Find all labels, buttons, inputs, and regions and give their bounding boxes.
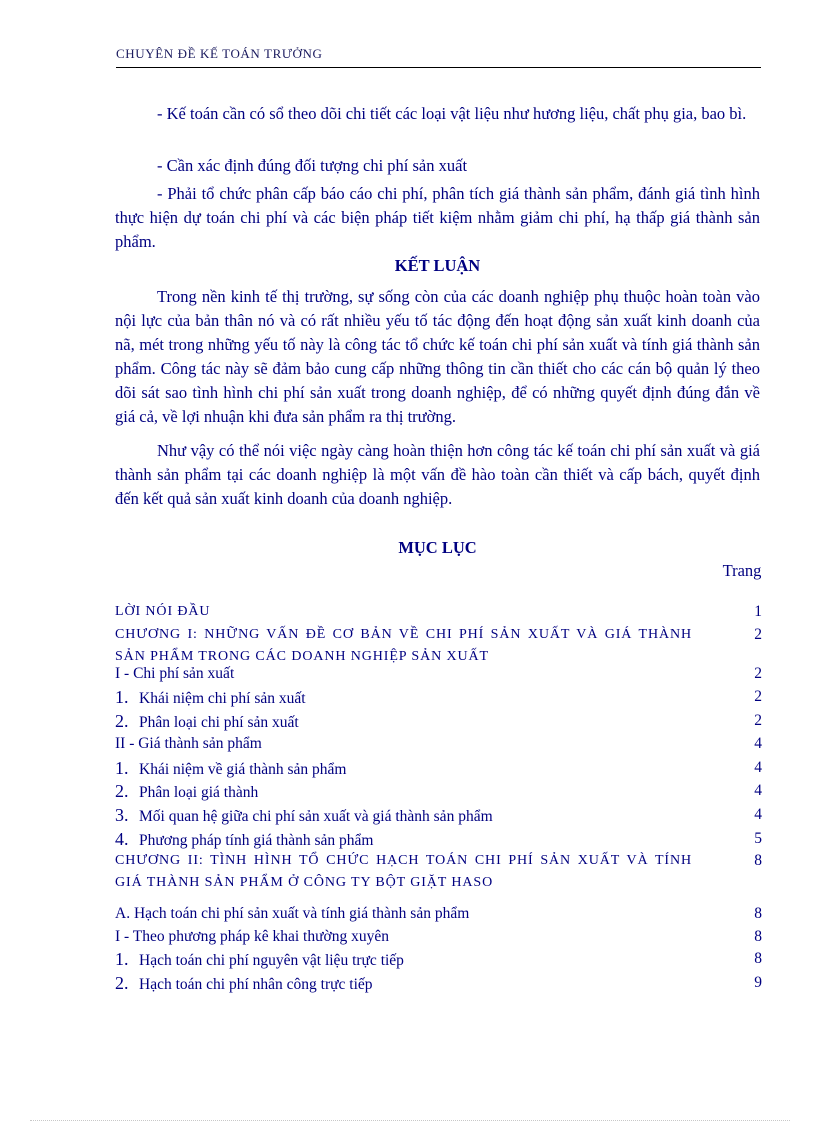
toc-entry[interactable] [115, 686, 762, 710]
toc-entry[interactable] [115, 926, 762, 948]
conclusion-paragraph-1: Trong nền kinh tế thị trường, sự sống còn của các doanh nghiệp phụ thuộc hoàn toàn vào nội lực của bản thân nó và có rất nhiều yếu tố tác động đến hoạt động sản xuất kinh doanh của nã, mét trong những yếu tố này là công tác tổ chức kế toán chi phí sản xuất và tính giá thành sản phẩm. Công tác này sẽ đảm bảo cung cấp những thông tin cần thiết cho các cán bộ quản lý theo dõi sát sao tình hình chi phí sản xuất trong doanh nghiệp, để có những quyết định đúng đắn về giá cả, về lợi nhuận khi đưa sản phẩm ra thị trường. [115, 287, 760, 426]
toc-entry-page: 5 [754, 830, 762, 847]
toc-entry-label: Khái niệm chi phí sản xuất [139, 690, 306, 707]
toc-entry-label: Hạch toán chi phí nhân công trực tiếp [139, 976, 373, 993]
toc-entry-label: Phân loại giá thành [139, 784, 259, 801]
toc-entry-page: 4 [754, 759, 762, 776]
toc-entry-label: Khái niệm về giá thành sản phẩm [139, 761, 347, 778]
toc-entry[interactable] [115, 733, 762, 755]
toc-entry-number: 2. [115, 711, 129, 731]
toc-entry-number: 2. [115, 781, 129, 801]
toc-entry-page: 4 [754, 735, 762, 752]
toc-entry-number: 4. [115, 829, 129, 849]
page-bottom-divider [30, 1120, 790, 1121]
toc-entry-number: 2. [115, 973, 129, 993]
toc-entry-page: 9 [754, 974, 762, 991]
conclusion-paragraph-2: Như vậy có thể nói việc ngày càng hoàn thiện hơn công tác kế toán chi phí sản xuất và giá thành sản phẩm tại các doanh nghiệp là một vấn đề hào toàn cần thiết và cấp bách, quyết định đến kết quả sản xuất kinh doanh của doanh nghiệp. [115, 441, 760, 508]
toc-entry-label: I - Theo phương pháp kê khai thường xuyên [115, 928, 389, 945]
toc-entry-number: 1. [115, 758, 129, 778]
toc-entry[interactable] [115, 850, 762, 894]
page-header: CHUYÊN ĐỀ KẾ TOÁN TRƯỞNG [116, 46, 323, 61]
toc-entry-number: 1. [115, 949, 129, 969]
toc-entry-page: 4 [754, 782, 762, 799]
intro-paragraph-2: - Cần xác định đúng đối tượng chi phí sản xuất [157, 156, 468, 175]
toc-entry[interactable] [115, 757, 762, 781]
toc-entry[interactable] [115, 828, 762, 852]
toc-entry-page: 8 [754, 905, 762, 922]
conclusion-title: KẾT LUẬN [394, 256, 481, 275]
toc-entry[interactable] [115, 804, 762, 828]
header-divider [116, 67, 761, 68]
toc-entry-page: 8 [754, 928, 762, 945]
intro-paragraph-3: - Phải tổ chức phân cấp báo cáo chi phí, phân tích giá thành sản phẩm, đánh giá tình hình thực hiện dự toán chi phí và các biện pháp tiết kiệm nhằm giảm chi phí, hạ thấp giá thành sản phẩm. [115, 184, 760, 251]
toc-entry-label: CHƯƠNG II: TÌNH HÌNH TỔ CHỨC HẠCH TOÁN CHI PHÍ SẢN XUẤT VÀ TÍNH GIÁ THÀNH SẢN PHẨM Ở CÔNG TY BỘT GIẶT HASO [115, 853, 692, 890]
toc-entry-page: 8 [754, 852, 762, 869]
toc-entry-page: 8 [754, 950, 762, 967]
toc-entry-number: 3. [115, 805, 129, 825]
toc-title: MỤC LỤC [398, 538, 477, 557]
toc-entry-label: Phân loại chi phí sản xuất [139, 714, 299, 731]
toc-entry-label: I - Chi phí sản xuất [115, 665, 235, 682]
toc-entry-number: 1. [115, 687, 129, 707]
toc-entry-label: II - Giá thành sản phẩm [115, 735, 262, 752]
intro-paragraph-1: - Kế toán cần có sổ theo dõi chi tiết các loại vật liệu như hương liệu, chất phụ gia, bao bì. [157, 104, 747, 123]
toc-entry-label: CHƯƠNG I: NHỮNG VẤN ĐỀ CƠ BẢN VỀ CHI PHÍ SẢN XUẤT VÀ GIÁ THÀNH SẢN PHẨM TRONG CÁC DOANH NGHIỆP SẢN XUẤT [115, 627, 692, 664]
toc-page-column-header: Trang [722, 561, 762, 580]
toc-entry-label: LỜI NÓI ĐẦU [115, 604, 211, 619]
toc-entry-page: 2 [754, 688, 762, 705]
toc-entry[interactable] [115, 972, 762, 996]
toc-entry-page: 2 [754, 626, 762, 643]
toc-entry-label: A. Hạch toán chi phí sản xuất và tính giá thành sản phẩm [115, 905, 470, 922]
toc-entry[interactable] [115, 601, 762, 623]
toc-entry[interactable] [115, 663, 762, 685]
toc-entry[interactable] [115, 624, 762, 668]
toc-entry[interactable] [115, 903, 762, 925]
toc-entry-label: Hạch toán chi phí nguyên vật liệu trực tiếp [139, 952, 404, 969]
toc-entry-page: 1 [754, 603, 762, 620]
toc-entry[interactable] [115, 710, 762, 734]
toc-entry-label: Phương pháp tính giá thành sản phẩm [139, 832, 374, 849]
toc-entry-label: Mối quan hệ giữa chi phí sản xuất và giá thành sản phẩm [139, 808, 493, 825]
toc-entry-page: 2 [754, 665, 762, 682]
toc-entry[interactable] [115, 948, 762, 972]
toc-entry-page: 2 [754, 712, 762, 729]
toc-entry-page: 4 [754, 806, 762, 823]
toc-entry[interactable] [115, 780, 762, 804]
